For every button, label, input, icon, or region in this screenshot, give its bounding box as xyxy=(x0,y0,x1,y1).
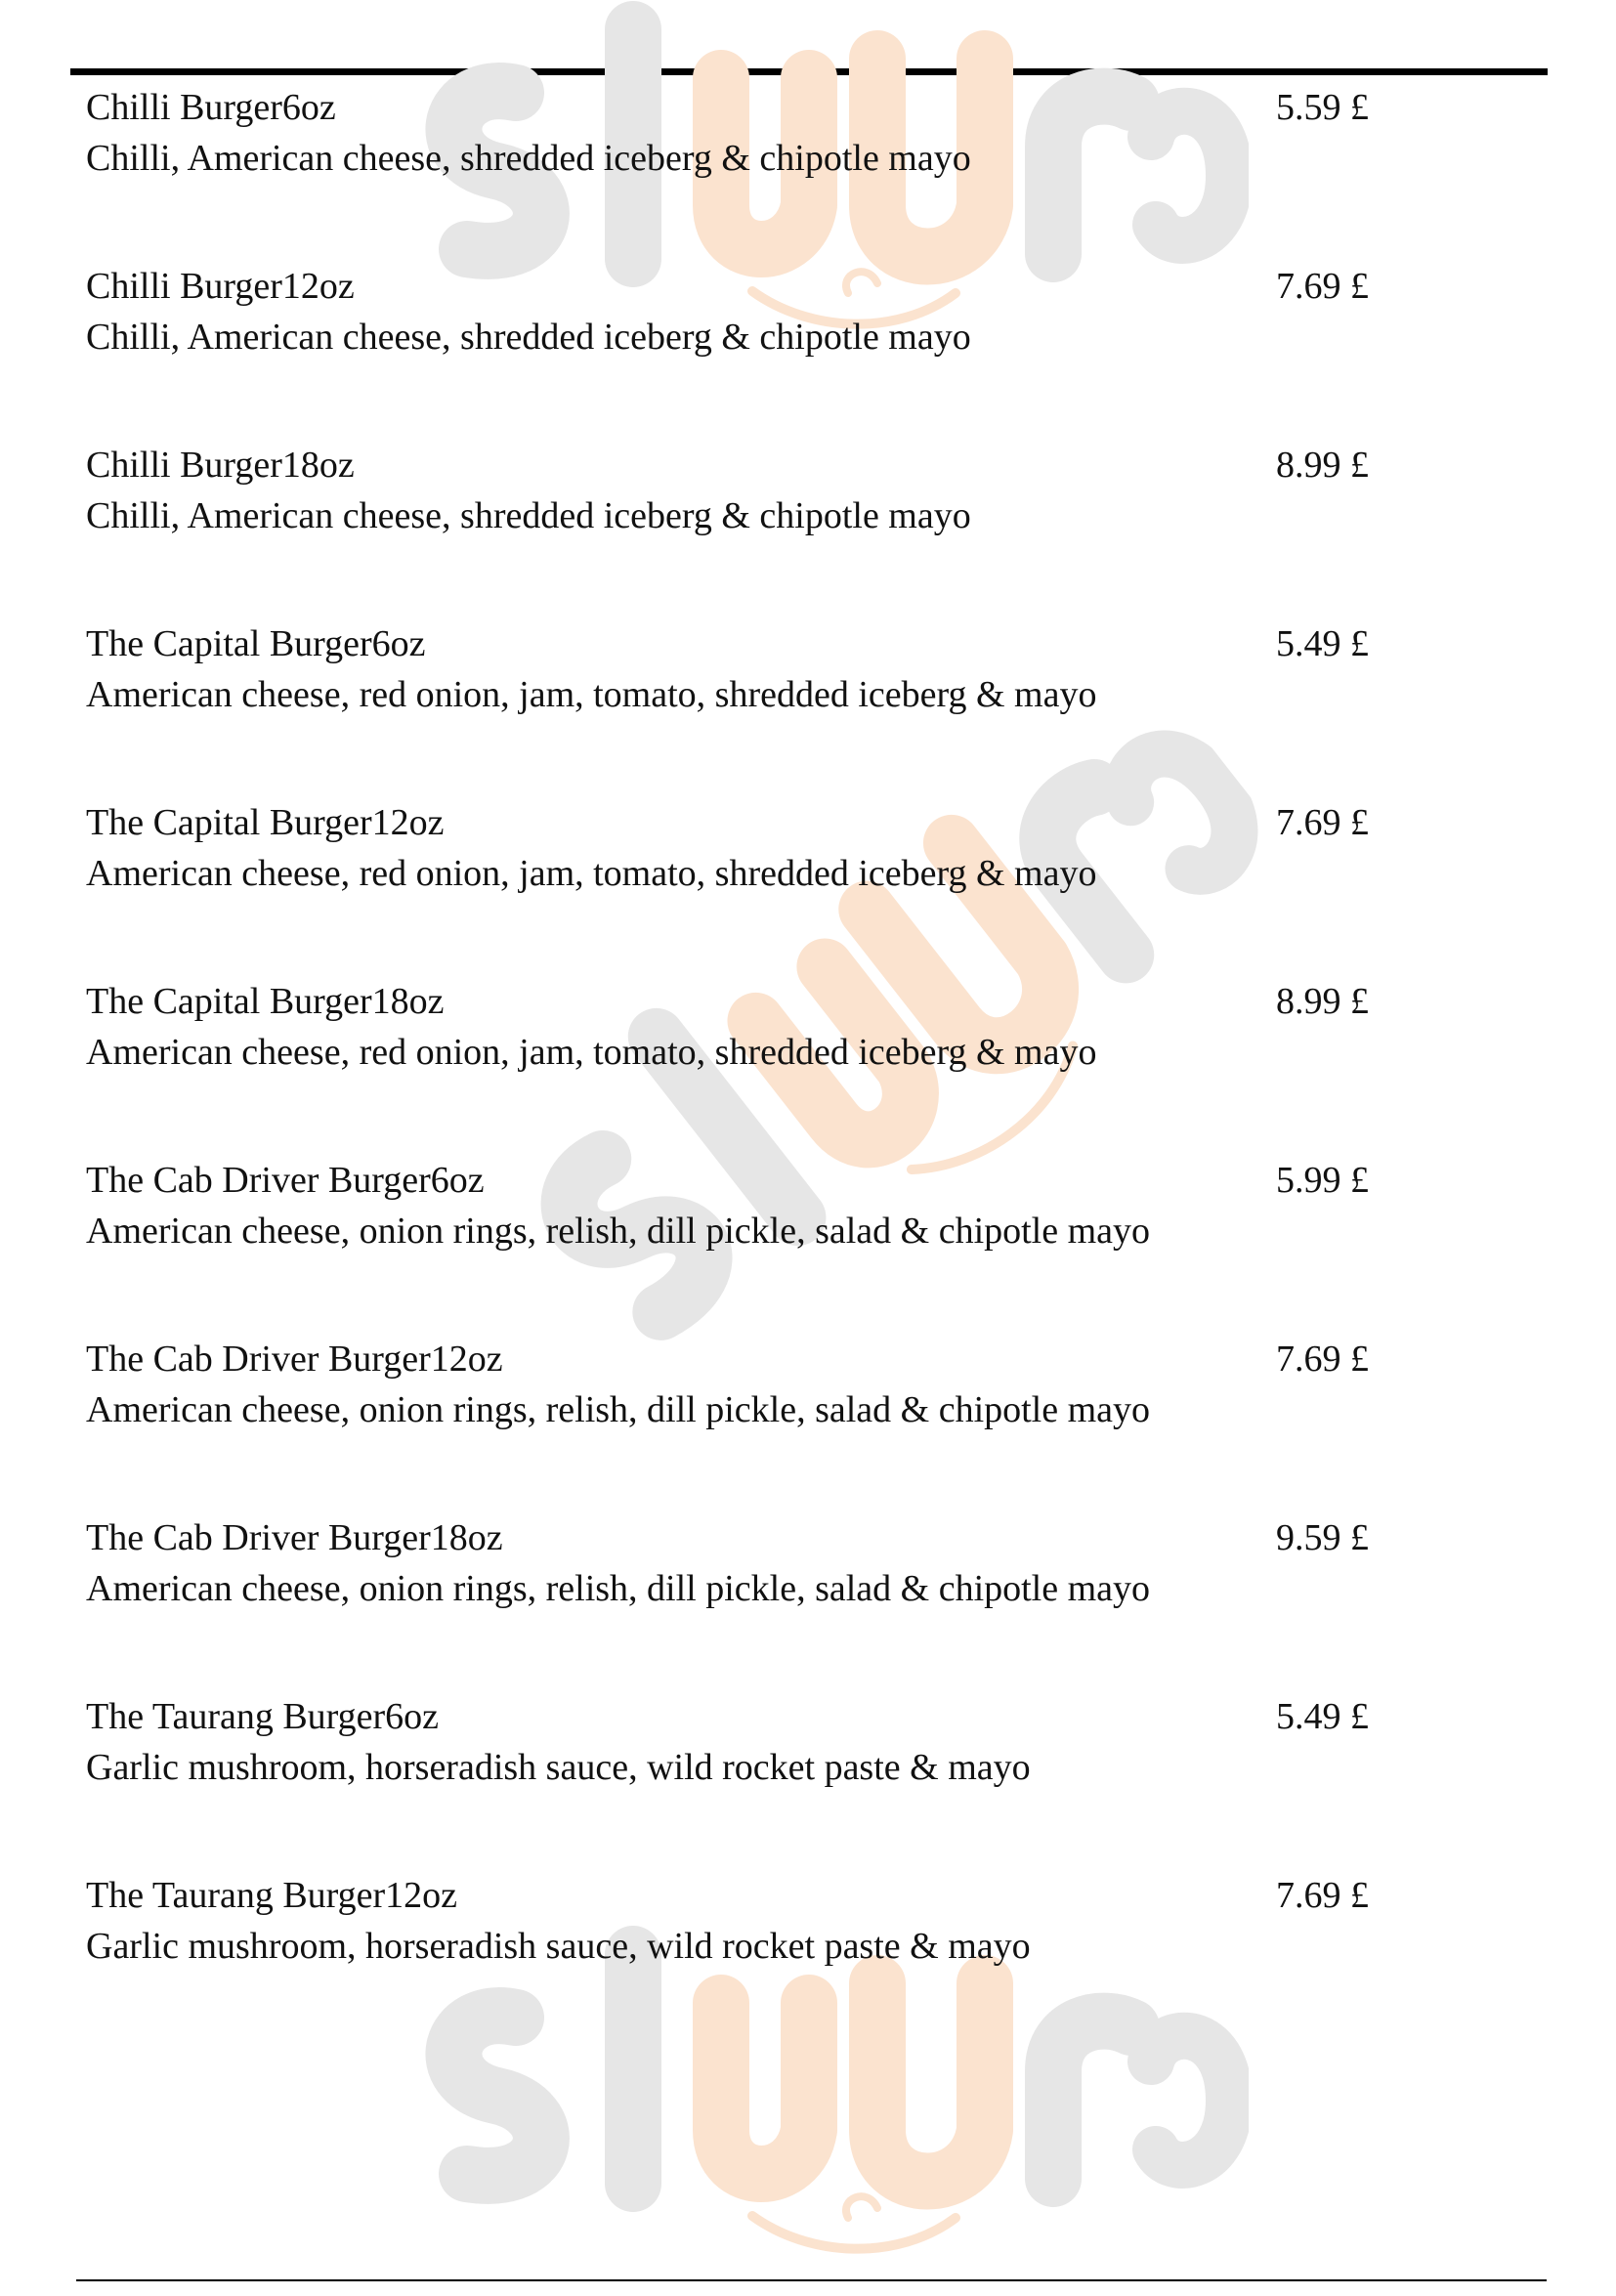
item-description: American cheese, onion rings, relish, dill pickle, salad & chipotle mayo xyxy=(86,1211,1151,1252)
item-price: 7.69 £ xyxy=(1276,266,1369,307)
menu-item xyxy=(86,976,1454,1078)
item-price: 8.99 £ xyxy=(1276,445,1369,486)
menu-item xyxy=(86,1334,1454,1435)
item-name: The Cab Driver Burger18oz xyxy=(86,1517,503,1558)
bottom-rule xyxy=(76,2279,1547,2281)
menu-item xyxy=(86,82,1454,184)
menu-item xyxy=(86,1512,1454,1614)
item-price: 7.69 £ xyxy=(1276,802,1369,843)
item-name: The Capital Burger6oz xyxy=(86,623,426,664)
item-name: The Capital Burger12oz xyxy=(86,802,445,843)
item-name: Chilli Burger12oz xyxy=(86,266,355,307)
item-name: The Capital Burger18oz xyxy=(86,981,445,1022)
item-description: American cheese, red onion, jam, tomato, shredded iceberg & mayo xyxy=(86,853,1097,894)
menu-list xyxy=(86,82,1454,1972)
item-price: 9.59 £ xyxy=(1276,1517,1369,1558)
item-name: The Cab Driver Burger6oz xyxy=(86,1160,485,1201)
item-description: American cheese, onion rings, relish, dill pickle, salad & chipotle mayo xyxy=(86,1389,1151,1430)
item-description: Garlic mushroom, horseradish sauce, wild rocket paste & mayo xyxy=(86,1747,1031,1788)
item-name: The Cab Driver Burger12oz xyxy=(86,1339,503,1380)
item-description: American cheese, red onion, jam, tomato, shredded iceberg & mayo xyxy=(86,1032,1097,1073)
item-price: 5.49 £ xyxy=(1276,623,1369,664)
item-description: Chilli, American cheese, shredded iceberg & chipotle mayo xyxy=(86,495,971,536)
menu-item xyxy=(86,1691,1454,1793)
item-description: Chilli, American cheese, shredded iceberg & chipotle mayo xyxy=(86,138,971,179)
menu-item xyxy=(86,797,1454,899)
item-name: Chilli Burger6oz xyxy=(86,87,336,128)
item-name: The Taurang Burger6oz xyxy=(86,1696,440,1737)
menu-item xyxy=(86,261,1454,362)
menu-item xyxy=(86,440,1454,541)
item-price: 8.99 £ xyxy=(1276,981,1369,1022)
item-price: 5.49 £ xyxy=(1276,1696,1369,1737)
menu-item xyxy=(86,1155,1454,1256)
sluurpy-watermark-logo xyxy=(389,1925,1249,2296)
item-description: American cheese, red onion, jam, tomato, shredded iceberg & mayo xyxy=(86,674,1097,715)
item-name: The Taurang Burger12oz xyxy=(86,1875,458,1916)
item-price: 7.69 £ xyxy=(1276,1875,1369,1916)
item-description: Garlic mushroom, horseradish sauce, wild rocket paste & mayo xyxy=(86,1926,1031,1967)
menu-item xyxy=(86,1870,1454,1972)
item-price: 7.69 £ xyxy=(1276,1339,1369,1380)
item-name: Chilli Burger18oz xyxy=(86,445,355,486)
item-description: American cheese, onion rings, relish, dill pickle, salad & chipotle mayo xyxy=(86,1568,1151,1609)
item-price: 5.59 £ xyxy=(1276,87,1369,128)
item-price: 5.99 £ xyxy=(1276,1160,1369,1201)
item-description: Chilli, American cheese, shredded iceberg & chipotle mayo xyxy=(86,317,971,358)
menu-item xyxy=(86,618,1454,720)
top-rule xyxy=(70,68,1548,75)
